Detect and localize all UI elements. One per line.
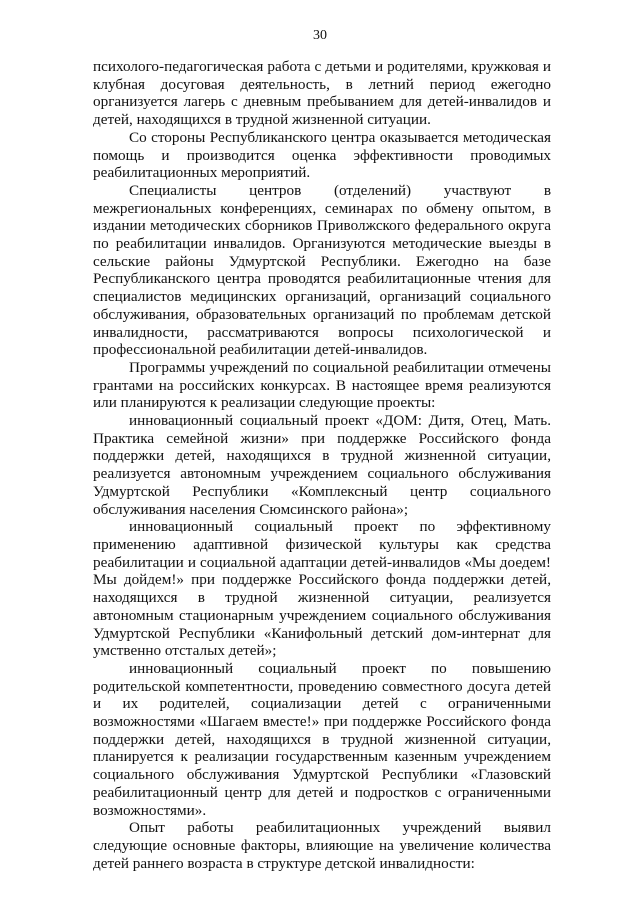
paragraph-specialists: Специалисты центров (отделений) участвуют в межрегиональных конференциях, семинарах по обмену опытом, в издании методических сборников Приволжского федерального округа по реабилитации инвалидов. Организуются методические выезды в сельские районы Удмуртской Республики. Ежегодно на базе Республиканского центра проводятся реабилитационные чтения для специалистов медицинских организаций, организаций социального обслуживания, образовательных организаций по проблемам детской инвалидности, рассматриваются вопросы психологической и профессиональной реабилитации детей-инвалидов. [93,181,551,359]
paragraph-programs-grants: Программы учреждений по социальной реабилитации отмечены грантами на российских конкурсах. В настоящее время реализуются или планируются к реализации следующие проекты: [93,358,551,412]
paragraph-methodical-help: Со стороны Республиканского центра оказывается методическая помощь и производится оценка эффективности проводимых реабилитационных мероприятий. [93,128,551,182]
paragraph-project-shagaem-vmeste: инновационный социальный проект по повышению родительской компетентности, проведению совместного досуга детей и их родителей, социализации детей с ограниченными возможностями «Шагаем вместе!» при поддержке Российского фонда поддержки детей, находящихся в трудной жизненной ситуации, планируется к реализации государственным казенным учреждением социального обслуживания Удмуртской Республики «Глазовский реабилитационный центр для детей и подростков с ограниченными возможностями». [93,659,551,819]
paragraph-continuation: психолого-педагогическая работа с детьми и родителями, кружковая и клубная досуговая деятельность, в летний период ежегодно организуется лагерь с дневным пребыванием для детей-инвалидов и детей, находящихся в трудной жизненной ситуации. [93,58,551,129]
paragraph-factors-intro: Опыт работы реабилитационных учреждений выявил следующие основные факторы, влияющие на увеличение количества детей раннего возраста в структуре детской инвалидности: [93,819,551,872]
page-number: 30 [313,28,327,43]
paragraph-project-my-doedem: инновационный социальный проект по эффективному применению адаптивной физической культуры как средства реабилитации и социальной адаптации детей-инвалидов «Мы доедем! Мы дойдем!» при поддержке Российского фонда поддержки детей, находящихся в трудной жизненной ситуации, реализуется автономным стационарным учреждением социального обслуживания Удмуртской Республики «Канифольный детский дом-интернат для умственно отсталых детей»; [93,518,551,660]
paragraph-project-dom: инновационный социальный проект «ДОМ: Дитя, Отец, Мать. Практика семейной жизни» при поддержке Российского фонда поддержки детей, находящихся в трудной жизненной ситуации, реализуется автономным учреждением социального обслуживания Удмуртской Республики «Комплексный центр социального обслуживания населения Сюмсинского района»; [93,412,551,518]
body-text [93,58,551,872]
